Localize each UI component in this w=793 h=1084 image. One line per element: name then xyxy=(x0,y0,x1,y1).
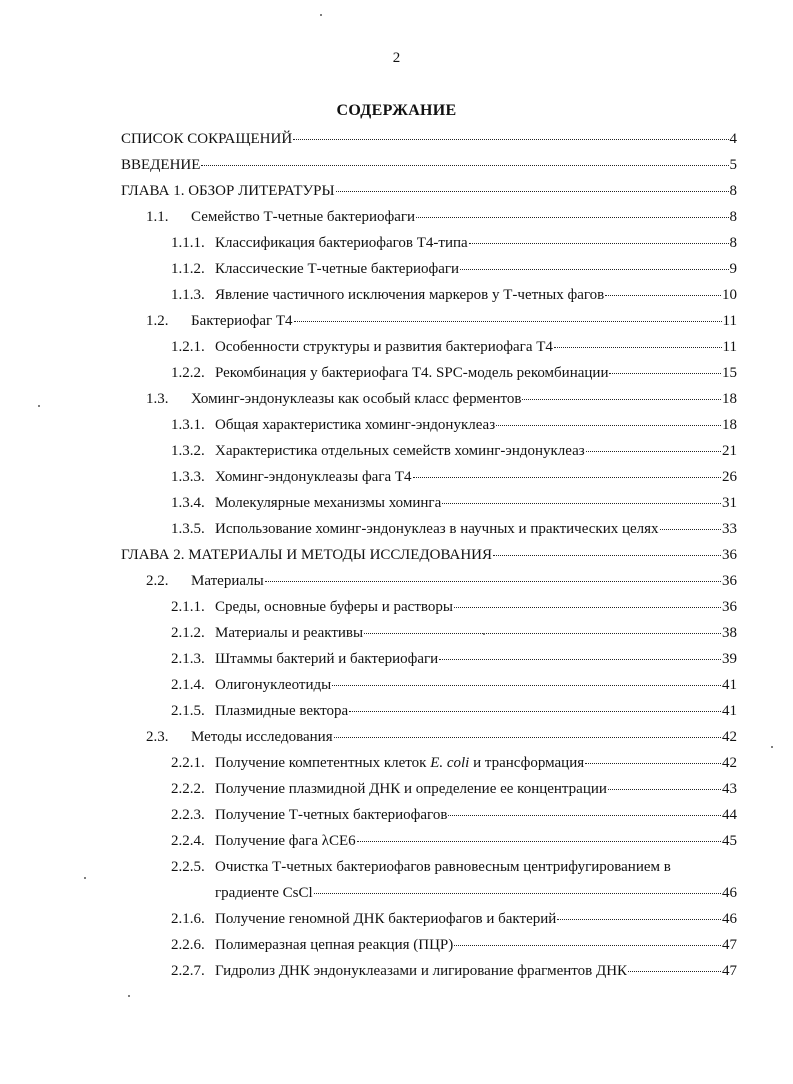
dot-leader xyxy=(454,944,721,946)
toc-entry-label-pre: Получение компетентных клеток xyxy=(215,755,431,771)
dot-leader xyxy=(294,320,722,322)
toc-entry-number: 1.2.2. xyxy=(171,365,205,381)
toc-entry-label: Штаммы бактерий и бактериофаги xyxy=(215,651,439,667)
toc-entry-label: Хоминг-эндонуклеазы фага Т4 xyxy=(215,469,412,485)
toc-entry-page: 21 xyxy=(722,443,737,459)
toc-entry-2-1-3[interactable] xyxy=(171,647,737,671)
toc-entry-label: Классификация бактериофагов Т4-типа xyxy=(215,235,468,251)
toc-entry-number: 1.2. xyxy=(146,313,169,329)
toc-entry-number: 1.3.2. xyxy=(171,443,205,459)
toc-entry-page: 10 xyxy=(722,287,737,303)
toc-entry-1-3-3[interactable] xyxy=(171,465,737,489)
toc-entry-page: 11 xyxy=(722,313,737,329)
toc-entry-number: 2.2.2. xyxy=(171,781,205,797)
toc-entry-1-3-5[interactable] xyxy=(171,517,737,541)
toc-entry-number: 2.2.7. xyxy=(171,963,205,979)
dot-leader xyxy=(660,528,721,530)
scan-speck xyxy=(38,405,40,407)
toc-entry-label: Семейство Т-четные бактериофаги xyxy=(191,209,416,225)
dot-leader xyxy=(608,788,721,790)
toc-entry-2-2-5-continuation[interactable] xyxy=(215,881,737,905)
dot-leader xyxy=(585,762,721,764)
toc-entry-page: 47 xyxy=(722,937,737,953)
dot-leader xyxy=(349,710,721,712)
toc-entry-number: 2.1.6. xyxy=(171,911,205,927)
toc-entry-number: 2.2.6. xyxy=(171,937,205,953)
toc-entry-number: 2.2. xyxy=(146,573,169,589)
toc-entry-label: ВВЕДЕНИЕ xyxy=(121,157,201,173)
toc-entry-2-1-5[interactable] xyxy=(171,699,737,723)
toc-entry-label: Получение плазмидной ДНК и определение ее концентрации xyxy=(215,781,607,797)
toc-entry-page: 18 xyxy=(722,391,737,407)
toc-entry-number: 1.1.2. xyxy=(171,261,205,277)
toc-entry-number: 1.3.4. xyxy=(171,495,205,511)
toc-entry-number: 2.1.4. xyxy=(171,677,205,693)
toc-entry-1-1-2[interactable] xyxy=(171,257,737,281)
dot-leader xyxy=(609,372,721,374)
toc-entry-number: 2.1.2. xyxy=(171,625,205,641)
toc-entry-chapter-2[interactable] xyxy=(121,543,737,567)
toc-entry-2-2-7[interactable] xyxy=(171,959,737,983)
scan-speck xyxy=(128,995,130,997)
toc-entry-label: Получение геномной ДНК бактериофагов и бактерий xyxy=(215,911,557,927)
toc-entry-label: Характеристика отдельных семейств хоминг-эндонуклеаз xyxy=(215,443,585,459)
toc-entry-page: 38 xyxy=(722,625,737,641)
toc-entry-label: Материалы xyxy=(191,573,264,589)
toc-entry-label xyxy=(215,751,584,775)
dot-leader xyxy=(448,814,721,816)
toc-entry-label: Молекулярные механизмы хоминга xyxy=(215,495,442,511)
toc-entry-number: 1.2.1. xyxy=(171,339,205,355)
toc-entry-2-2-6[interactable] xyxy=(171,933,737,957)
dot-leader xyxy=(605,294,721,296)
toc-entry-number: 1.3.1. xyxy=(171,417,205,433)
toc-entry-number: 2.2.4. xyxy=(171,833,205,849)
toc-entry-page: 9 xyxy=(729,261,737,277)
page-number: 2 xyxy=(392,50,401,66)
dot-leader xyxy=(336,190,729,192)
toc-entry-label: Плазмидные вектора xyxy=(215,703,349,719)
toc-entry-page: 36 xyxy=(722,547,737,563)
toc-entry-page: 42 xyxy=(722,729,737,745)
toc-entry-page: 44 xyxy=(722,807,737,823)
toc-entry-page: 39 xyxy=(722,651,737,667)
toc-entry-introduction[interactable] xyxy=(121,153,737,177)
toc-entry-1-3-4[interactable] xyxy=(171,491,737,515)
toc-entry-2-2-3[interactable] xyxy=(171,803,737,827)
toc-entry-label: Материалы и реактивы xyxy=(215,625,364,641)
dot-leader xyxy=(413,476,721,478)
toc-entry-page: 47 xyxy=(722,963,737,979)
toc-entry-label: Олигонуклеотиды xyxy=(215,677,332,693)
toc-entry-2-2-2[interactable] xyxy=(171,777,737,801)
toc-entry-label: Среды, основные буферы и растворы xyxy=(215,599,453,615)
toc-entry-label-italic: E. coli xyxy=(430,755,470,771)
toc-entry-chapter-1[interactable] xyxy=(121,179,737,203)
dot-leader xyxy=(493,554,721,556)
toc-entry-page: 36 xyxy=(722,599,737,615)
toc-entry-page: 43 xyxy=(722,781,737,797)
toc-entry-number: 2.1.1. xyxy=(171,599,205,615)
toc-entry-2-3[interactable] xyxy=(146,725,737,749)
toc-entry-number: 2.1.3. xyxy=(171,651,205,667)
toc-entry-2-2-5[interactable] xyxy=(171,855,671,879)
toc-entry-number: 1.1.1. xyxy=(171,235,205,251)
toc-entry-1-2-2[interactable] xyxy=(171,361,737,385)
dot-leader xyxy=(454,606,721,608)
toc-entry-label: Рекомбинация у бактериофага Т4. SPC-модель рекомбинации xyxy=(215,365,609,381)
toc-entry-label: Получение фага λCE6 xyxy=(215,833,356,849)
toc-entry-page: 36 xyxy=(722,573,737,589)
dot-leader xyxy=(334,736,721,738)
dot-leader xyxy=(496,424,721,426)
scan-speck xyxy=(483,633,485,635)
toc-entry-page: 8 xyxy=(729,235,737,251)
toc-entry-page: 31 xyxy=(722,495,737,511)
toc-entry-number: 2.2.1. xyxy=(171,755,205,771)
toc-entry-number: 1.3.3. xyxy=(171,469,205,485)
toc-entry-number: 2.2.3. xyxy=(171,807,205,823)
toc-entry-2-1-2[interactable] xyxy=(171,621,737,645)
toc-entry-1-1-3[interactable] xyxy=(171,283,737,307)
dot-leader xyxy=(364,632,721,634)
toc-entry-label: Методы исследования xyxy=(191,729,333,745)
dot-leader xyxy=(469,242,729,244)
toc-entry-1-2-1[interactable] xyxy=(171,335,737,359)
dot-leader xyxy=(557,918,721,920)
toc-entry-page: 42 xyxy=(722,755,737,771)
toc-entry-number: 2.1.5. xyxy=(171,703,205,719)
dot-leader xyxy=(357,840,721,842)
toc-entry-label-continued: градиенте CsCl xyxy=(215,885,313,901)
toc-entry-page: 18 xyxy=(722,417,737,433)
toc-entry-label: Гидролиз ДНК эндонуклеазами и лигирование фрагментов ДНК xyxy=(215,963,628,979)
toc-entry-label: Полимеразная цепная реакция (ПЦР) xyxy=(215,937,454,953)
toc-entry-1-1-1[interactable] xyxy=(171,231,737,255)
toc-entry-2-1-6[interactable] xyxy=(171,907,737,931)
toc-entry-page: 26 xyxy=(722,469,737,485)
toc-entry-page: 46 xyxy=(722,911,737,927)
toc-entry-label: Получение Т-четных бактериофагов xyxy=(215,807,448,823)
toc-entry-1-3[interactable] xyxy=(146,387,737,411)
toc-entry-label: Особенности структуры и развития бактериофага Т4 xyxy=(215,339,553,355)
toc-entry-label: ГЛАВА 2. МАТЕРИАЛЫ И МЕТОДЫ ИССЛЕДОВАНИЯ xyxy=(121,547,493,563)
toc-entry-2-2-1[interactable] xyxy=(171,751,737,775)
dot-leader xyxy=(416,216,728,218)
dot-leader xyxy=(628,970,721,972)
scan-speck xyxy=(84,877,86,879)
toc-entry-number: 1.1.3. xyxy=(171,287,205,303)
toc-entry-1-3-1[interactable] xyxy=(171,413,737,437)
toc-entry-number: 2.3. xyxy=(146,729,169,745)
dot-leader xyxy=(332,684,721,686)
toc-entry-label-post: и трансформация xyxy=(469,755,585,771)
toc-entry-number: 1.3. xyxy=(146,391,169,407)
toc-entry-2-1-1[interactable] xyxy=(171,595,737,619)
scan-speck xyxy=(771,746,773,748)
toc-entry-number: 1.3.5. xyxy=(171,521,205,537)
dot-leader xyxy=(554,346,722,348)
dot-leader xyxy=(314,892,721,894)
toc-entry-page: 15 xyxy=(722,365,737,381)
toc-entry-number: 2.2.5. xyxy=(171,859,205,875)
toc-entry-1-2[interactable] xyxy=(146,309,737,333)
toc-entry-1-3-2[interactable] xyxy=(171,439,737,463)
dot-leader xyxy=(442,502,721,504)
toc-entry-page: 33 xyxy=(722,521,737,537)
toc-entry-label: Хоминг-эндонуклеазы как особый класс ферментов xyxy=(191,391,522,407)
toc-entry-2-1-4[interactable] xyxy=(171,673,737,697)
toc-entry-page: 8 xyxy=(729,209,737,225)
dot-leader xyxy=(522,398,721,400)
toc-entry-page: 41 xyxy=(722,677,737,693)
toc-entry-2-2[interactable] xyxy=(146,569,737,593)
toc-entry-label: СПИСОК СОКРАЩЕНИЙ xyxy=(121,131,293,147)
toc-entry-abbreviations[interactable] xyxy=(121,127,737,151)
toc-entry-page: 45 xyxy=(722,833,737,849)
toc-entry-label: Явление частичного исключения маркеров у Т-четных фагов xyxy=(215,287,605,303)
toc-entry-page: 46 xyxy=(722,885,737,901)
toc-entry-2-2-4[interactable] xyxy=(171,829,737,853)
toc-entry-label: Классические Т-четные бактериофаги xyxy=(215,261,460,277)
toc-entry-label: Очистка Т-четных бактериофагов равновесным центрифугированием в xyxy=(215,859,671,875)
dot-leader xyxy=(460,268,728,270)
scan-speck xyxy=(320,14,322,16)
toc-entry-label: ГЛАВА 1. ОБЗОР ЛИТЕРАТУРЫ xyxy=(121,183,335,199)
dot-leader xyxy=(439,658,721,660)
toc-entry-1-1[interactable] xyxy=(146,205,737,229)
dot-leader xyxy=(201,164,728,166)
toc-entry-page: 4 xyxy=(729,131,737,147)
toc-entry-label: Использование хоминг-эндонуклеаз в научных и практических целях xyxy=(215,521,659,537)
toc-entry-page: 5 xyxy=(729,157,737,173)
toc-entry-label: Бактериофаг Т4 xyxy=(191,313,293,329)
toc-entry-page: 11 xyxy=(722,339,737,355)
toc-entry-label: Общая характеристика хоминг-эндонуклеаз xyxy=(215,417,496,433)
dot-leader xyxy=(265,580,721,582)
toc-entry-number: 1.1. xyxy=(146,209,169,225)
dot-leader xyxy=(586,450,721,452)
page-title: СОДЕРЖАНИЕ xyxy=(336,102,457,119)
toc-entry-page: 41 xyxy=(722,703,737,719)
dot-leader xyxy=(293,138,728,140)
toc-entry-page: 8 xyxy=(729,183,737,199)
